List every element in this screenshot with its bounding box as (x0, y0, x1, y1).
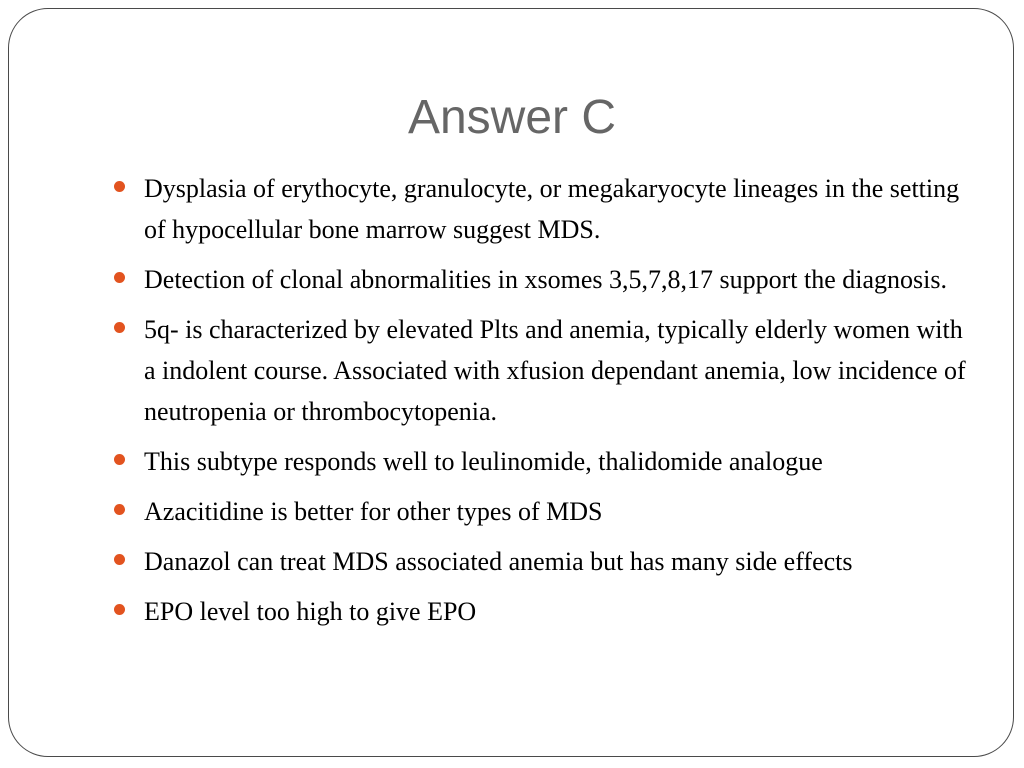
bullet-dot-icon (114, 322, 125, 333)
bullet-item (114, 591, 974, 632)
bullet-dot-icon (114, 272, 125, 283)
bullet-item (114, 168, 974, 250)
bullet-text: This subtype responds well to leulinomide, thalidomide analogue (144, 447, 823, 476)
bullet-text: Azacitidine is better for other types of MDS (144, 497, 603, 526)
bullet-item (114, 441, 974, 482)
bullet-dot-icon (114, 454, 125, 465)
slide-title: Answer C (407, 91, 617, 144)
bullet-item (114, 259, 974, 300)
bullet-dot-icon (114, 604, 125, 615)
bullet-list (114, 168, 974, 641)
bullet-text: Detection of clonal abnormalities in xsomes 3,5,7,8,17 support the diagnosis. (144, 265, 947, 294)
bullet-dot-icon (114, 181, 125, 192)
bullet-text: 5q- is characterized by elevated Plts and anemia, typically elderly women with a indolent course. Associated with xfusion dependant anemia, low incidence of neutropenia or thrombocytopenia. (144, 315, 966, 426)
bullet-text: Danazol can treat MDS associated anemia but has many side effects (144, 547, 853, 576)
bullet-dot-icon (114, 554, 125, 565)
bullet-item (114, 541, 974, 582)
bullet-text: Dysplasia of erythocyte, granulocyte, or megakaryocyte lineages in the setting of hypocellular bone marrow suggest MDS. (144, 174, 960, 244)
bullet-item (114, 491, 974, 532)
bullet-text: EPO level too high to give EPO (144, 597, 477, 626)
bullet-dot-icon (114, 504, 125, 515)
bullet-item (114, 309, 974, 432)
